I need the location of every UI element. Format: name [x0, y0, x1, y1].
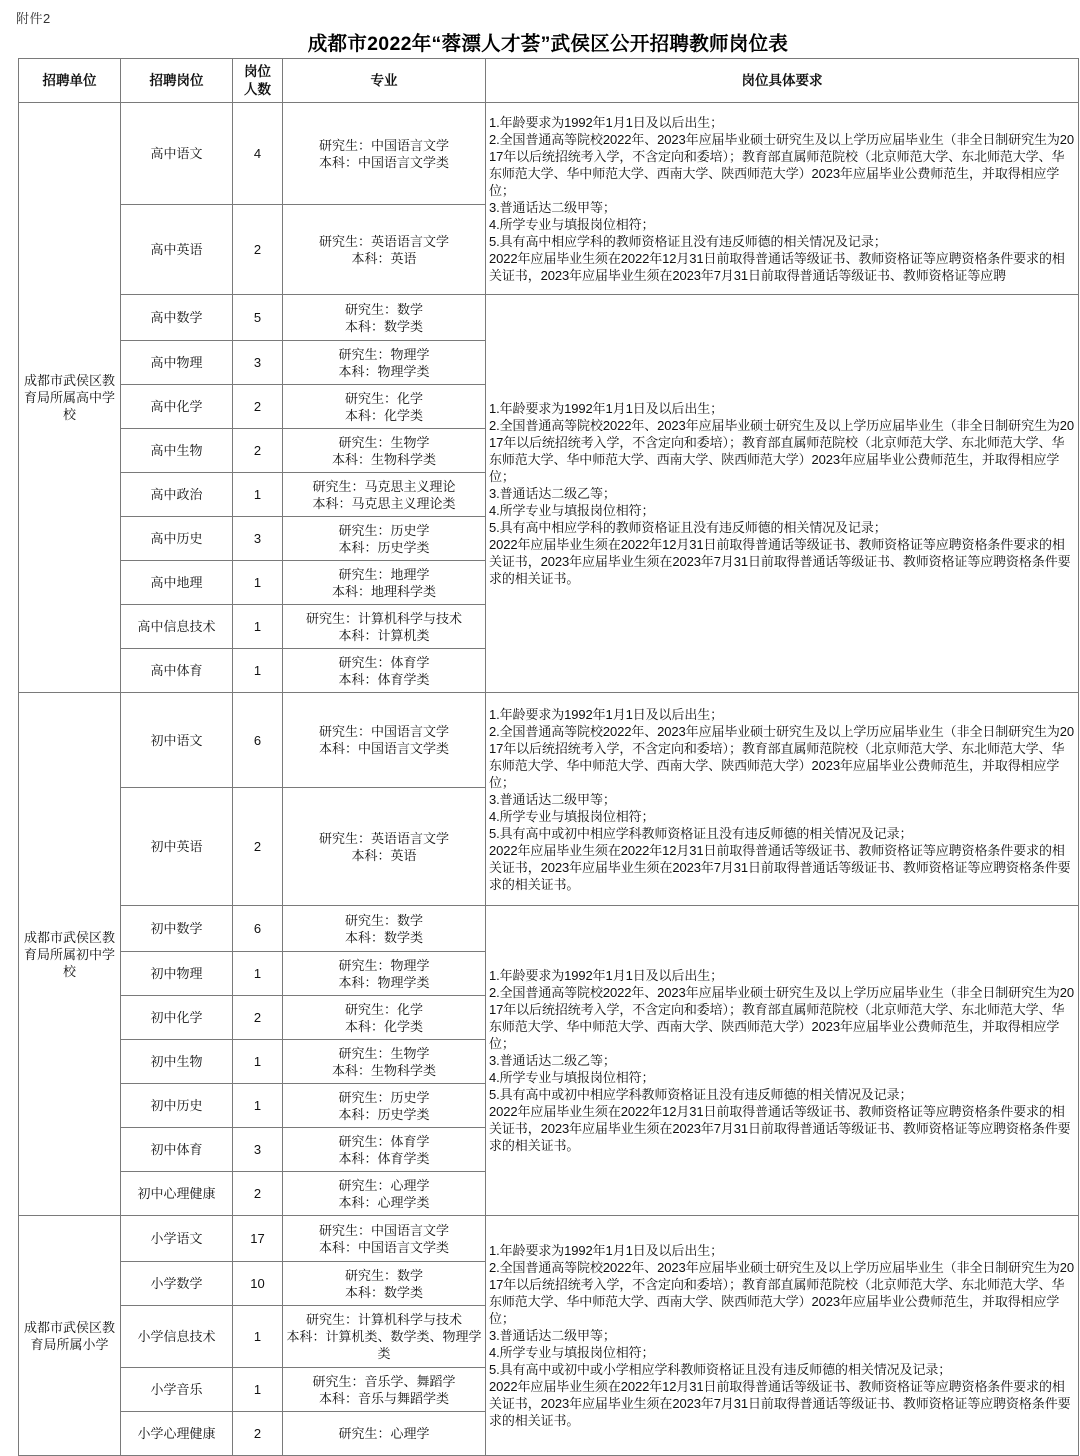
post-cell: 高中生物: [121, 429, 233, 473]
major-grad: 研究生：体育学: [338, 654, 430, 670]
major-undergrad: 本科：历史学类: [338, 1106, 430, 1122]
major-undergrad: 本科：中国语言文学类: [318, 1239, 449, 1255]
post-cell: 高中数学: [121, 295, 233, 341]
major-undergrad: 本科：生物科学类: [331, 451, 436, 467]
major-grad: 研究生：中国语言文学: [318, 137, 449, 153]
major-undergrad: 本科：数学类: [344, 1284, 423, 1300]
headcount-cell: 1: [233, 561, 283, 605]
attachment-label: 附件2: [16, 11, 51, 26]
major-cell: [283, 952, 486, 996]
post-cell: 初中心理健康: [121, 1172, 233, 1216]
column-header-major: 专业: [283, 59, 486, 103]
headcount-cell: 1: [233, 649, 283, 693]
requirements-cell-middle-a: [486, 693, 1079, 906]
post-cell: 小学数学: [121, 1262, 233, 1306]
post-cell: 初中数学: [121, 906, 233, 952]
table-row: [19, 1216, 1079, 1262]
major-undergrad: 本科：马克思主义理论类: [312, 495, 456, 511]
major-cell: [283, 693, 486, 788]
requirement-line: 1.年龄要求为1992年1月1日及以后出生；: [489, 968, 724, 983]
major-cell: [283, 1262, 486, 1306]
recruitment-table: [18, 58, 1079, 1456]
major-cell: [283, 1368, 486, 1412]
headcount-cell: 1: [233, 952, 283, 996]
major-cell: [283, 996, 486, 1040]
requirement-line: 5.具有高中相应学科的教师资格证且没有违反师德的相关情况及记录；: [489, 233, 887, 249]
post-cell: 初中生物: [121, 1040, 233, 1084]
major-cell: [283, 1412, 486, 1456]
headcount-cell: 1: [233, 473, 283, 517]
post-cell: 小学音乐: [121, 1368, 233, 1412]
headcount-cell: 2: [233, 205, 283, 295]
headcount-cell: 1: [233, 1368, 283, 1412]
requirement-line: 2.全国普通高等院校2022年、2023年应届毕业硕士研究生及以上学历应届毕业生（非全日制研究生为2017年以后统招统考入学，不含定向和委培）；教育部直属师范院校（北京师范大学、东北师范大学、华东师范大学、华中师范大学、西南大学、陕西师范大学）2023年应届毕业公费师范生，并取得相应学位；: [489, 131, 1075, 198]
headcount-cell: 1: [233, 605, 283, 649]
major-undergrad: 本科：生物科学类: [331, 1062, 436, 1078]
table-header-row: [19, 59, 1079, 103]
major-cell: [283, 1040, 486, 1084]
major-undergrad: 本科：历史学类: [338, 539, 430, 555]
headcount-cell: 1: [233, 1306, 283, 1368]
requirement-line: 5.具有高中或初中或小学相应学科教师资格证且没有违反师德的相关情况及记录；: [489, 1362, 952, 1377]
page-title: 成都市2022年“蓉漂人才荟”武侯区公开招聘教师岗位表: [307, 33, 789, 55]
headcount-cell: 4: [233, 103, 283, 205]
unit-cell-primary: 成都市武侯区教育局所属小学: [19, 1216, 121, 1456]
requirement-line: 2.全国普通高等院校2022年、2023年应届毕业硕士研究生及以上学历应届毕业生（非全日制研究生为2017年以后统招统考入学，不含定向和委培）；教育部直属师范院校（北京师范大学、东北师范大学、华东师范大学、华中师范大学、西南大学、陕西师范大学）2023年应届毕业公费师范生，并取得相应学位；: [489, 418, 1075, 484]
requirement-line: 4.所学专业与填报岗位相符；: [489, 808, 655, 824]
major-grad: 研究生：计算机科学与技术: [305, 610, 462, 626]
requirement-line: 4.所学专业与填报岗位相符；: [489, 216, 655, 232]
post-cell: 初中化学: [121, 996, 233, 1040]
post-cell: 初中历史: [121, 1084, 233, 1128]
post-cell: 高中地理: [121, 561, 233, 605]
requirements-cell-primary-a: [486, 1216, 1079, 1456]
major-undergrad: 本科：数学类: [344, 929, 423, 945]
requirement-line: 2.全国普通高等院校2022年、2023年应届毕业硕士研究生及以上学历应届毕业生（非全日制研究生为2017年以后统招统考入学，不含定向和委培）；教育部直属师范院校（北京师范大学、东北师范大学、华东师范大学、华中师范大学、西南大学、陕西师范大学）2023年应届毕业公费师范生，并取得相应学位；: [489, 985, 1075, 1051]
headcount-cell: 1: [233, 1040, 283, 1084]
post-cell: 高中体育: [121, 649, 233, 693]
major-undergrad: 本科：体育学类: [338, 671, 430, 687]
major-grad: 研究生：心理学: [338, 1426, 430, 1441]
requirement-line: 3.普通话达二级乙等；: [489, 486, 616, 501]
major-grad: 研究生：地理学: [338, 566, 430, 582]
major-cell: [283, 1128, 486, 1172]
requirement-line: 5.具有高中或初中相应学科教师资格证且没有违反师德的相关情况及记录；: [489, 825, 913, 841]
major-undergrad: 本科：化学类: [344, 1018, 423, 1034]
requirement-line: 1.年龄要求为1992年1月1日及以后出生；: [489, 706, 724, 722]
major-cell: [283, 605, 486, 649]
major-undergrad: 本科：中国语言文学类: [318, 741, 449, 756]
requirement-line: 1.年龄要求为1992年1月1日及以后出生；: [489, 114, 724, 130]
major-cell: [283, 103, 486, 205]
major-grad: 研究生：英语语言文学: [318, 830, 449, 846]
major-cell: [283, 788, 486, 906]
post-cell: 小学语文: [121, 1216, 233, 1262]
major-cell: [283, 1084, 486, 1128]
requirement-line: 3.普通话达二级乙等；: [489, 1053, 616, 1068]
requirements-cell-high-a: [486, 103, 1079, 295]
major-grad: 研究生：历史学: [338, 1089, 430, 1105]
requirement-line: 5.具有高中相应学科的教师资格证且没有违反师德的相关情况及记录；: [489, 520, 887, 535]
requirement-line: 2022年应届毕业生须在2022年12月31日前取得普通话等级证书、教师资格证等应聘资格条件要求的相关证书，2023年应届毕业生须在2023年7月31日前取得普通话等级证书、教师资格证等应聘资格条件要求的相关证书。: [489, 1379, 1071, 1428]
requirements-cell-middle-b: [486, 906, 1079, 1216]
headcount-cell: 2: [233, 429, 283, 473]
column-header-post: 招聘岗位: [121, 59, 233, 103]
major-cell: [283, 906, 486, 952]
post-cell: 高中语文: [121, 103, 233, 205]
major-undergrad: 本科：中国语言文学类: [318, 154, 449, 170]
post-cell: 高中政治: [121, 473, 233, 517]
post-cell: 高中化学: [121, 385, 233, 429]
major-grad: 研究生：数学: [344, 301, 423, 317]
requirement-line: 2.全国普通高等院校2022年、2023年应届毕业硕士研究生及以上学历应届毕业生（非全日制研究生为2017年以后统招统考入学，不含定向和委培）；教育部直属师范院校（北京师范大学、东北师范大学、华东师范大学、华中师范大学、西南大学、陕西师范大学）2023年应届毕业公费师范生，并取得相应学位；: [489, 723, 1075, 790]
major-undergrad: 本科：计算机类、数学类、物理学类: [286, 1329, 482, 1361]
post-cell: 小学心理健康: [121, 1412, 233, 1456]
requirement-line: 3.普通话达二级甲等；: [489, 791, 616, 807]
major-grad: 研究生：生物学: [338, 1045, 430, 1061]
post-cell: 高中历史: [121, 517, 233, 561]
requirement-line: 2022年应届毕业生须在2022年12月31日前取得普通话等级证书、教师资格证等应聘资格条件要求的相关证书，2023年应届毕业生须在2023年7月31日前取得普通话等级证书、教师资格证等应聘资格条件要求的相关证书。: [489, 537, 1071, 586]
requirement-line: 4.所学专业与填报岗位相符；: [489, 1345, 655, 1360]
major-cell: [283, 385, 486, 429]
major-grad: 研究生：中国语言文学: [318, 1222, 449, 1238]
post-cell: 高中物理: [121, 341, 233, 385]
major-cell: [283, 1306, 486, 1368]
requirement-line: 5.具有高中或初中相应学科教师资格证且没有违反师德的相关情况及记录；: [489, 1087, 913, 1102]
headcount-cell: 1: [233, 1084, 283, 1128]
requirement-line: 2.全国普通高等院校2022年、2023年应届毕业硕士研究生及以上学历应届毕业生（非全日制研究生为2017年以后统招统考入学，不含定向和委培）；教育部直属师范院校（北京师范大学、东北师范大学、华东师范大学、华中师范大学、西南大学、陕西师范大学）2023年应届毕业公费师范生，并取得相应学位；: [489, 1260, 1075, 1326]
table-row: [19, 295, 1079, 341]
major-undergrad: 本科：体育学类: [338, 1150, 430, 1166]
major-grad: 研究生：数学: [344, 912, 423, 928]
post-cell: 初中英语: [121, 788, 233, 906]
major-grad: 研究生：物理学: [338, 346, 430, 362]
column-header-headcount: [233, 59, 283, 103]
major-cell: [283, 205, 486, 295]
major-cell: [283, 649, 486, 693]
post-cell: 初中体育: [121, 1128, 233, 1172]
post-cell: 初中语文: [121, 693, 233, 788]
major-cell: [283, 1172, 486, 1216]
major-grad: 研究生：英语语言文学: [318, 233, 449, 249]
major-undergrad: 本科：物理学类: [338, 974, 430, 990]
major-undergrad: 本科：英语: [351, 847, 417, 863]
headcount-cell: 17: [233, 1216, 283, 1262]
headcount-cell: 2: [233, 996, 283, 1040]
major-grad: 研究生：物理学: [338, 957, 430, 973]
major-grad: 研究生：中国语言文学: [318, 724, 449, 739]
major-cell: [283, 1216, 486, 1262]
major-grad: 研究生：计算机科学与技术: [305, 1312, 462, 1327]
major-undergrad: 本科：地理科学类: [331, 583, 436, 599]
major-undergrad: 本科：音乐与舞蹈学类: [318, 1390, 449, 1406]
requirement-line: 2022年应届毕业生须在2022年12月31日前取得普通话等级证书、教师资格证等应聘资格条件要求的相关证书，2023年应届毕业生须在2023年7月31日前取得普通话等级证书、教师资格证等应聘资格条件要求的相关证书。: [489, 1104, 1071, 1153]
requirements-cell-high-b: [486, 295, 1079, 693]
headcount-cell: 6: [233, 693, 283, 788]
headcount-cell: 10: [233, 1262, 283, 1306]
table-row: [19, 906, 1079, 952]
major-undergrad: 本科：心理学类: [338, 1194, 430, 1210]
headcount-cell: 2: [233, 385, 283, 429]
major-cell: [283, 295, 486, 341]
requirement-line: 1.年龄要求为1992年1月1日及以后出生；: [489, 401, 724, 416]
requirement-line: 4.所学专业与填报岗位相符；: [489, 1070, 655, 1085]
table-row: [19, 693, 1079, 788]
major-undergrad: 本科：计算机类: [338, 627, 430, 643]
headcount-cell: 2: [233, 788, 283, 906]
major-undergrad: 本科：物理学类: [338, 363, 430, 379]
headcount-cell: 3: [233, 1128, 283, 1172]
major-grad: 研究生：音乐学、舞蹈学: [312, 1373, 456, 1389]
unit-cell-middle: 成都市武侯区教育局所属初中学校: [19, 693, 121, 1216]
requirement-line: 1.年龄要求为1992年1月1日及以后出生；: [489, 1243, 724, 1258]
major-grad: 研究生：化学: [344, 390, 423, 406]
major-grad: 研究生：数学: [344, 1267, 423, 1283]
column-header-unit: 招聘单位: [19, 59, 121, 103]
post-cell: 高中英语: [121, 205, 233, 295]
major-grad: 研究生：心理学: [338, 1177, 430, 1193]
headcount-cell: 5: [233, 295, 283, 341]
major-cell: [283, 473, 486, 517]
requirement-line: 2022年应届毕业生须在2022年12月31日前取得普通话等级证书、教师资格证等应聘资格条件要求的相关证书，2023年应届毕业生须在2023年7月31日前取得普通话等级证书、教师资格证等应聘: [489, 250, 1065, 283]
headcount-cell: 3: [233, 517, 283, 561]
major-grad: 研究生：马克思主义理论: [312, 478, 456, 494]
major-cell: [283, 561, 486, 605]
requirement-line: 4.所学专业与填报岗位相符；: [489, 503, 655, 518]
table-row: [19, 103, 1079, 205]
major-cell: [283, 341, 486, 385]
headcount-label-line2: 人数: [244, 81, 271, 97]
headcount-label-line1: 岗位: [244, 63, 271, 79]
headcount-cell: 2: [233, 1172, 283, 1216]
major-undergrad: 本科：英语: [351, 250, 417, 266]
column-header-requirements: 岗位具体要求: [486, 59, 1079, 103]
table-body: [19, 103, 1079, 1456]
post-cell: 初中物理: [121, 952, 233, 996]
headcount-cell: 6: [233, 906, 283, 952]
major-undergrad: 本科：数学类: [344, 318, 423, 334]
post-cell: 高中信息技术: [121, 605, 233, 649]
major-cell: [283, 517, 486, 561]
requirement-line: 2022年应届毕业生须在2022年12月31日前取得普通话等级证书、教师资格证等应聘资格条件要求的相关证书，2023年应届毕业生须在2023年7月31日前取得普通话等级证书、教师资格证等应聘资格条件要求的相关证书。: [489, 842, 1071, 892]
major-grad: 研究生：体育学: [338, 1133, 430, 1149]
requirement-line: 3.普通话达二级甲等；: [489, 199, 616, 215]
post-cell: 小学信息技术: [121, 1306, 233, 1368]
major-undergrad: 本科：化学类: [344, 407, 423, 423]
major-grad: 研究生：化学: [344, 1001, 423, 1017]
headcount-cell: 2: [233, 1412, 283, 1456]
unit-cell-high: 成都市武侯区教育局所属高中学校: [19, 103, 121, 693]
major-grad: 研究生：生物学: [338, 434, 430, 450]
requirement-line: 3.普通话达二级甲等；: [489, 1328, 616, 1343]
major-cell: [283, 429, 486, 473]
headcount-cell: 3: [233, 341, 283, 385]
major-grad: 研究生：历史学: [338, 522, 430, 538]
